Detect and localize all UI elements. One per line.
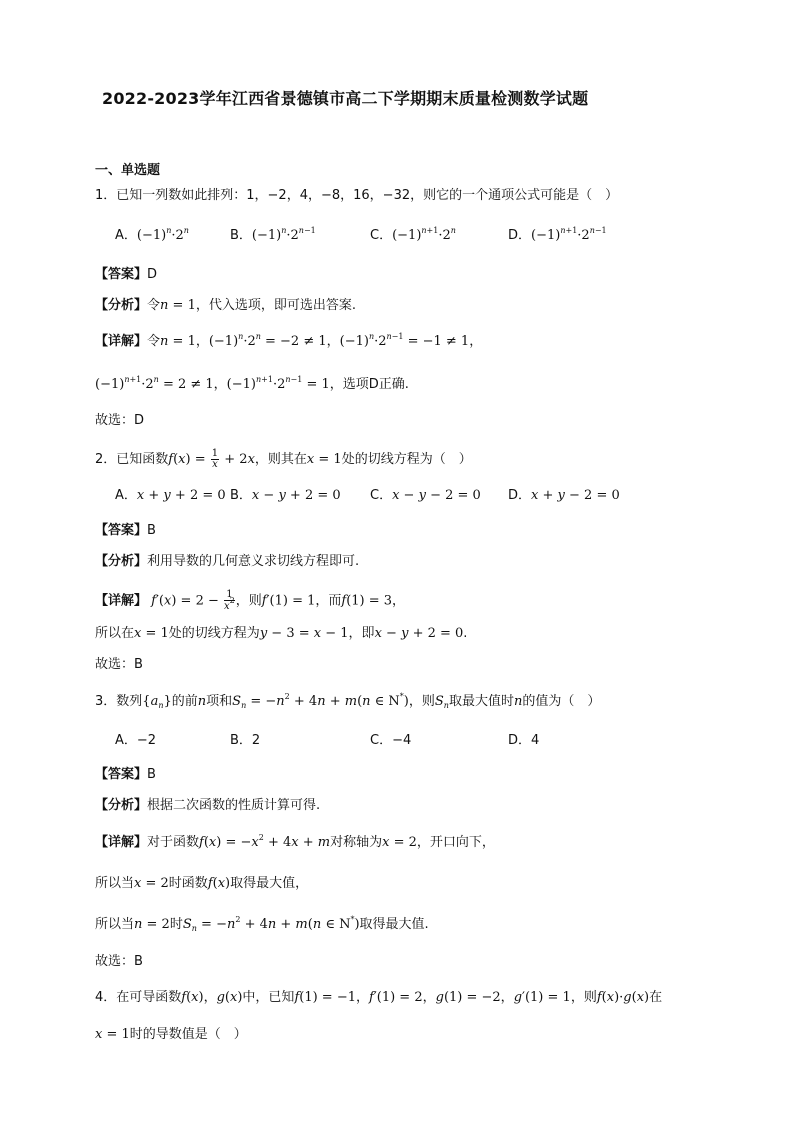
q2-answer: 【答案】B bbox=[95, 523, 156, 538]
q3-option-a: A．−2 bbox=[115, 733, 157, 748]
q2-option-d: D．x + y − 2 = 0 bbox=[508, 488, 620, 503]
q3-option-c: C．−4 bbox=[370, 733, 412, 748]
q3-detail: 【详解】对于函数$f(x) = -x^2 + 4x + m$对称轴为x = 2，开口向下， bbox=[95, 833, 495, 850]
q1-option-c: C．$(-1)^{n+1}\cdot 2^n$ bbox=[370, 226, 456, 243]
q2-option-b: B．x − y + 2 = 0 bbox=[230, 488, 341, 503]
q1-analysis: 【分析】令n = 1，代入选项，即可选出答案. bbox=[95, 298, 356, 313]
question-2-stem: 2．已知函数f(x) = $\frac{1}{x}$ + 2x，则其在x = 1处的切线方程为（ ） bbox=[95, 448, 472, 470]
q2-detail-line-2: 所以在x = 1处的切线方程为y − 3 = x − 1，即x − y + 2 = 0. bbox=[95, 626, 468, 641]
q3-detail-line-3: 所以当n = 2时$S_n = -n^2 + 4n + m(n$ ∈ N*)取得最大值. bbox=[95, 915, 429, 933]
q3-answer: 【答案】B bbox=[95, 767, 156, 782]
question-1-stem: 1．已知一列数如此排列：1，−2，4，−8，16，−32，则它的一个通项公式可能是（ ） bbox=[95, 188, 619, 203]
q3-option-d: D．4 bbox=[508, 733, 540, 748]
q1-answer: 【答案】D bbox=[95, 267, 158, 282]
q1-option-b: B．$(-1)^n\cdot 2^{n-1}$ bbox=[230, 226, 316, 243]
q1-option-a: A．$(-1)^n\cdot 2^n$ bbox=[115, 226, 189, 243]
q1-choose: 故选：D bbox=[95, 413, 145, 428]
q1-detail-line-2: $(-1)^{n+1}\cdot 2^n = 2 \ne 1$，$(-1)^{n+1}\cdot 2^{n-1} = 1$，选项D正确. bbox=[95, 375, 409, 392]
q2-option-a: A．x + y + 2 = 0 bbox=[115, 488, 226, 503]
page-title: 2022-2023学年江西省景德镇市高二下学期期末质量检测数学试题 bbox=[102, 89, 589, 108]
question-4-stem: 4．在可导函数f(x)，g(x)中，已知f(1) = −1，f′(1) = 2，g(1) = −2，g′(1) = 1，则f(x)·g(x)在 bbox=[95, 990, 663, 1005]
question-4-stem-line-2: x = 1时的导数值是（ ） bbox=[95, 1027, 247, 1042]
q3-detail-line-2: 所以当x = 2时函数f(x)取得最大值， bbox=[95, 876, 309, 891]
q2-analysis: 【分析】利用导数的几何意义求切线方程即可. bbox=[95, 554, 360, 569]
q1-detail: 【详解】令n = 1，$(-1)^n\cdot 2^n = -2 \ne 1$，$(-1)^n\cdot 2^{n-1} = -1 \ne 1$， bbox=[95, 332, 483, 349]
q2-option-c: C．x − y − 2 = 0 bbox=[370, 488, 481, 503]
question-3-stem: 3．数列$\{a_n\}$的前n项和$S_n = -n^2 + 4n + m(n$ ∈ N*)，则$S_n$取最大值时n的值为（ ） bbox=[95, 692, 601, 710]
q2-choose: 故选：B bbox=[95, 657, 143, 672]
q3-choose: 故选：B bbox=[95, 954, 143, 969]
q2-detail: 【详解】 f′(x) = 2 − $\frac{1}{x^2}$ ，则f′(1) = 1，而f(1) = 3， bbox=[95, 589, 406, 612]
q1-option-d: D．$(-1)^{n+1}\cdot 2^{n-1}$ bbox=[508, 226, 607, 243]
q3-analysis: 【分析】根据二次函数的性质计算可得. bbox=[95, 798, 321, 813]
q3-option-b: B．2 bbox=[230, 733, 261, 748]
section-heading: 一、单选题 bbox=[95, 163, 161, 178]
